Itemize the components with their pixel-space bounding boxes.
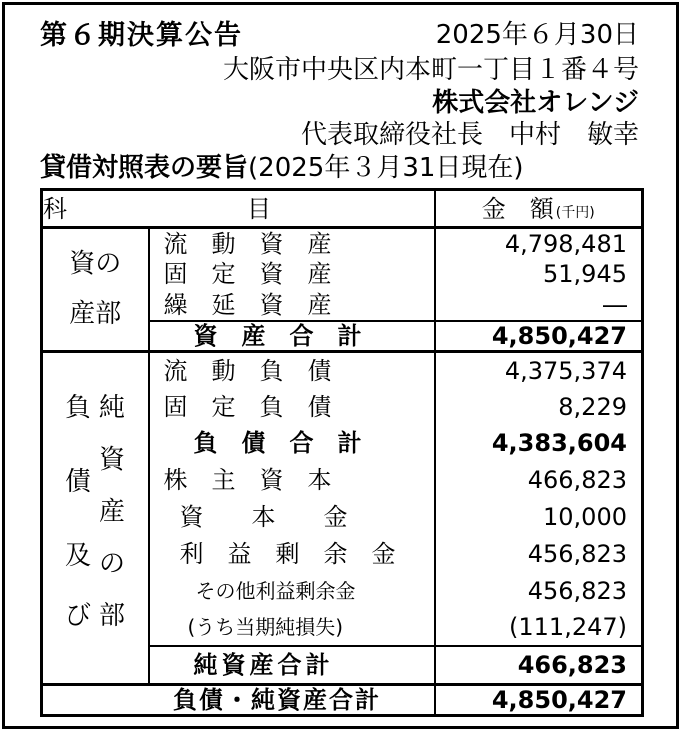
notice-date: 2025年６月30日 [435, 20, 639, 50]
section-char: 及 [65, 541, 92, 571]
row-label: 固 定 負 債 [163, 392, 332, 421]
row-label: 株 主 資 本 [163, 466, 332, 495]
assets-label-top: 資の [69, 249, 122, 280]
balance-sheet-heading: 貸借対照表の要旨 [40, 153, 249, 183]
row-label: (うち当期純損失) [187, 614, 344, 639]
row-amount: 456,823 [435, 535, 643, 572]
section-char: 純 [99, 393, 126, 423]
subject-header-label: 科目 [43, 194, 451, 223]
amount-header [435, 190, 643, 228]
liabilities-total-amount: 4,383,604 [435, 425, 643, 462]
notice-title: 第６期決算公告 [40, 20, 243, 51]
row-amount: 4,798,481 [435, 228, 643, 259]
row-label: 資 本 金 [179, 503, 348, 532]
balance-sheet-title [40, 155, 524, 181]
grand-total-row [42, 685, 643, 716]
section-char: 産 [99, 497, 126, 527]
table-row [42, 228, 643, 259]
row-label: 固 定 資 産 [163, 260, 332, 288]
representative: 代表取締役社長 中村 敏幸 [300, 120, 639, 150]
table-row [42, 352, 643, 389]
unit-label: (千円) [555, 204, 595, 221]
company-name: 株式会社オレンジ [432, 88, 639, 118]
section-char: の [99, 549, 126, 579]
grand-total-label: 負債・純資産合計 [42, 685, 435, 716]
amount-header-label: 金 額 [481, 194, 554, 223]
table-header-row [42, 190, 643, 228]
row-amount: 466,823 [435, 462, 643, 499]
section-char: び [65, 601, 92, 631]
assets-section-label [42, 228, 149, 352]
row-label: 流 動 負 債 [149, 352, 435, 389]
row-amount: 4,375,374 [435, 352, 643, 389]
assets-total-amount: 4,850,427 [435, 321, 643, 352]
assets-total-label: 資 産 合 計 [149, 321, 435, 352]
subject-header [42, 190, 451, 228]
row-label: 流 動 資 産 [163, 229, 332, 258]
section-char: 部 [99, 601, 126, 631]
row-label: 利 益 剰 余 金 [179, 539, 396, 568]
row-amount: ― [435, 290, 643, 321]
row-amount: (111,247) [435, 609, 643, 646]
assets-label-bottom: 産部 [69, 298, 122, 329]
liabilities-total-label: 負 債 合 計 [193, 429, 362, 458]
row-amount: 8,229 [435, 388, 643, 425]
row-amount: 456,823 [435, 572, 643, 609]
balance-sheet-table [40, 188, 644, 717]
row-amount: 10,000 [435, 499, 643, 536]
section-char: 負 [65, 393, 92, 423]
row-label: 繰 延 資 産 [163, 290, 332, 319]
equity-total-label: 純資産合計 [149, 646, 435, 683]
section-char: 債 [65, 467, 92, 497]
grand-total-amount: 4,850,427 [435, 685, 643, 716]
as-of-date: (2025年３月31日現在) [248, 153, 524, 183]
company-address: 大阪市中央区内本町一丁目１番４号 [222, 55, 639, 85]
equity-total-amount: 466,823 [435, 646, 643, 683]
liabilities-section-label [42, 352, 149, 685]
row-label: その他利益剰余金 [195, 578, 356, 603]
section-char: 資 [99, 445, 126, 475]
row-amount: 51,945 [435, 259, 643, 290]
